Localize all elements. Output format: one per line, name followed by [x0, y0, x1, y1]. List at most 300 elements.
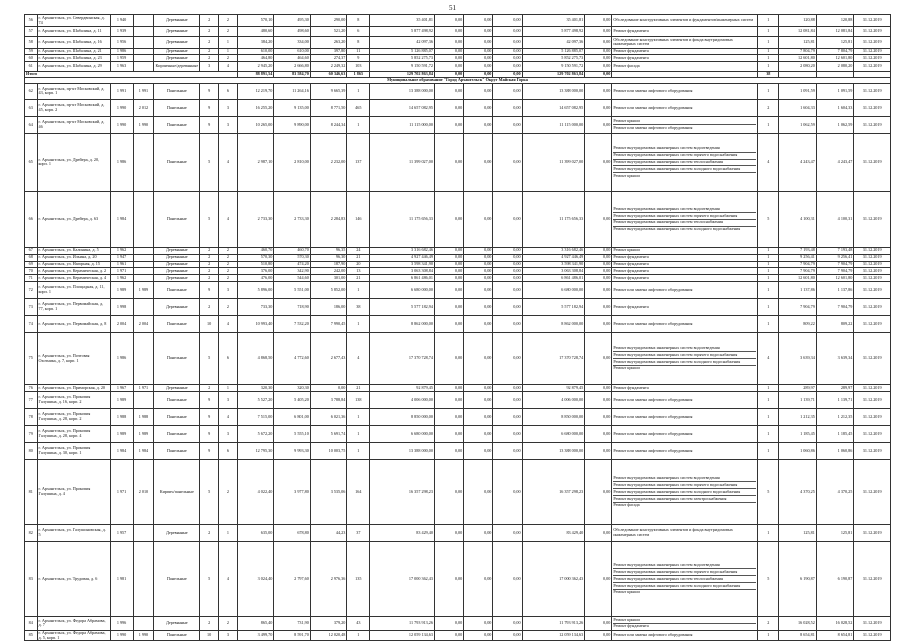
cell-entrances: 3 — [219, 426, 238, 443]
cell-year-built: 1 947 — [110, 254, 133, 261]
cell-other: 0,00 — [585, 261, 612, 268]
cell-deadline: 31.12.2019 — [854, 542, 891, 617]
cell-deadline: 31.12.2019 — [854, 83, 891, 99]
cell-deadline: 31.12.2019 — [854, 333, 891, 385]
cell-entrances: 2 — [219, 254, 238, 261]
cell-unit-cost: 4 370,25 — [779, 460, 817, 525]
cell-address: г. Архангельск, ул. Галушиновская, д. 5 — [37, 525, 110, 542]
cell-residential-area: 263,20 — [310, 37, 347, 49]
cell-count: 2 — [758, 99, 779, 116]
cell-total-area: 570,10 — [237, 15, 274, 27]
cell-other: 0,00 — [585, 83, 612, 99]
cell-residential-area: 0,00 — [310, 385, 347, 392]
work-item: Ремонт или замена лифтового оборудования — [613, 430, 693, 436]
work-item: Ремонт крыши — [613, 119, 756, 126]
work-item: Ремонт фасада — [613, 63, 640, 69]
cell-total-cost: 3 316 682,46 — [370, 247, 435, 254]
cell-fund-2: 0,00 — [464, 191, 493, 247]
cell-total-cost: 3 063 308,84 — [370, 268, 435, 275]
cell-row-number: 78 — [25, 409, 38, 426]
cell-unit-cost: 1 604,33 — [779, 99, 817, 116]
cell-deadline: 31.12.2019 — [854, 247, 891, 254]
cell-fund-2: 0,00 — [464, 275, 493, 282]
work-item: Ремонт внутридомовых инженерных систем холодного водоснабжения — [613, 226, 741, 232]
cell-fund-3: 0,00 — [493, 542, 522, 617]
cell-deadline: 31.12.2019 — [854, 617, 891, 631]
total-fund-2: 0,00 — [464, 72, 493, 78]
cell-row-number: 79 — [25, 426, 38, 443]
cell-premises-area: 2 797,60 — [274, 542, 311, 617]
total-label: Итого — [25, 72, 238, 78]
cell-max-cost: 7 904,79 — [816, 299, 854, 316]
cell-year-reconstructed: 1 991 — [133, 83, 154, 99]
cell-residents: 8 — [347, 37, 370, 49]
cell-floors: 5 — [200, 191, 219, 247]
cell-fund-1: 0,00 — [434, 542, 463, 617]
cell-wall-material: Панельные — [154, 542, 200, 617]
cell-year-reconstructed — [133, 48, 154, 55]
cell-count: 1 — [758, 299, 779, 316]
cell-row-number: 56 — [25, 15, 38, 27]
cell-deadline: 31.12.2019 — [854, 385, 891, 392]
work-item: Ремонт крыши — [613, 617, 756, 624]
cell-row-number: 70 — [25, 268, 38, 275]
cell-deadline: 31.12.2019 — [854, 62, 891, 72]
cell-fund-1: 0,00 — [434, 316, 463, 333]
cell-owners-funds: 17 370 728,74 — [522, 333, 585, 385]
cell-row-number: 75 — [25, 333, 38, 385]
cell-count: 1 — [758, 268, 779, 275]
cell-fund-3: 0,00 — [493, 116, 522, 133]
cell-count: 1 — [758, 282, 779, 299]
cell-wall-material: Деревянные — [154, 299, 200, 316]
cell-residential-area: 3 788,84 — [310, 392, 347, 409]
cell-fund-2: 0,00 — [464, 37, 493, 49]
cell-max-cost: 1 139,71 — [816, 392, 854, 409]
work-item: Ремонт внутридомовых инженерных систем горячего водоснабжения — [613, 352, 756, 359]
cell-unit-cost: 125,81 — [779, 37, 817, 49]
cell-count: 1 — [758, 385, 779, 392]
cell-other: 0,00 — [585, 392, 612, 409]
cell-floors: 9 — [200, 443, 219, 460]
cell-fund-2: 0,00 — [464, 55, 493, 62]
cell-max-cost: 1 062,59 — [816, 116, 854, 133]
cell-address: г. Архангельск, ул. Керамическая, д. 4 — [37, 275, 110, 282]
cell-residential-area: 44,23 — [310, 525, 347, 542]
cell-other: 0,00 — [585, 316, 612, 333]
cell-address: г. Архангельск, ул. Шабалина, д. 11 — [37, 27, 110, 37]
cell-address: г. Архангельск, ул. Севердвинская, д. 74 — [37, 15, 110, 27]
cell-fund-2: 0,00 — [464, 15, 493, 27]
cell-entrances: 4 — [219, 191, 238, 247]
cell-other: 0,00 — [585, 15, 612, 27]
cell-max-cost: 1 137,86 — [816, 282, 854, 299]
cell-entrances: 4 — [219, 542, 238, 617]
cell-floors: 9 — [200, 409, 219, 426]
cell-deadline: 31.12.2019 — [854, 99, 891, 116]
cell-total-area: 5 672,20 — [237, 426, 274, 443]
cell-entrances: 1 — [219, 525, 238, 542]
work-item: Ремонт фундамента — [613, 303, 649, 309]
cell-fund-3: 0,00 — [493, 385, 522, 392]
cell-owners-funds: 5 852 275,73 — [522, 55, 585, 62]
cell-count: 5 — [758, 542, 779, 617]
cell-entrances: 3 — [219, 116, 238, 133]
table-row — [25, 282, 891, 299]
cell-owners-funds: 11 399 027,00 — [522, 133, 585, 191]
cell-wall-material: Деревянные — [154, 261, 200, 268]
cell-premises-area: 8 591,70 — [274, 630, 311, 641]
cell-year-built: 1 940 — [110, 15, 133, 27]
cell-total-area: 610,00 — [237, 48, 274, 55]
cell-residential-area: 2 976,36 — [310, 542, 347, 617]
cell-max-cost: 4 243,47 — [816, 133, 854, 191]
cell-total-area: 10 265,00 — [237, 116, 274, 133]
cell-premises-area: 9 993,30 — [274, 443, 311, 460]
cell-year-reconstructed: 1 990 — [133, 630, 154, 641]
cell-row-number: 62 — [25, 83, 38, 99]
cell-unit-cost: 2 080,20 — [779, 62, 817, 72]
cell-premises-area: 718,90 — [274, 299, 311, 316]
cell-total-area: 16 255,20 — [237, 99, 274, 116]
cell-total-area: 3 499,70 — [237, 630, 274, 641]
cell-wall-material: Деревянные — [154, 247, 200, 254]
cell-address: г. Архангельск, ул. Первомайская, д. 77, корп. 1 — [37, 299, 110, 316]
cell-fund-2: 0,00 — [464, 62, 493, 72]
table-row — [25, 48, 891, 55]
cell-residential-area: 2 284,83 — [310, 191, 347, 247]
table-row — [25, 542, 891, 617]
cell-row-number: 80 — [25, 443, 38, 460]
cell-fund-1: 0,00 — [434, 333, 463, 385]
cell-row-number: 63 — [25, 99, 38, 116]
cell-fund-2: 0,00 — [464, 630, 493, 641]
cell-year-reconstructed: 1 984 — [133, 443, 154, 460]
cell-year-reconstructed — [133, 268, 154, 275]
cell-other: 0,00 — [585, 55, 612, 62]
cell-owners-funds: 35 401,81 — [522, 15, 585, 27]
work-item: Обследование конструктивных элементов и фонда внутридомовых инженерных систем — [613, 527, 733, 538]
cell-year-reconstructed — [133, 542, 154, 617]
cell-floors: 9 — [200, 83, 219, 99]
cell-premises-area: 460,70 — [274, 247, 311, 254]
cell-row-number: 65 — [25, 133, 38, 191]
cell-count: 1 — [758, 62, 779, 72]
cell-premises-area: 610,00 — [274, 48, 311, 55]
cell-works — [612, 316, 758, 333]
cell-address: г. Архангельск, ул. Керамическая, д. 2 — [37, 268, 110, 275]
cell-wall-material: Деревянные — [154, 254, 200, 261]
cell-residential-area: 5 691,74 — [310, 426, 347, 443]
cell-total-area: 10 993,40 — [237, 316, 274, 333]
cell-total-cost: 13 388 000,00 — [370, 443, 435, 460]
cell-owners-funds: 92 879,45 — [522, 385, 585, 392]
work-item: Ремонт или замена лифтового оборудования — [613, 632, 693, 638]
cell-floors: 2 — [200, 48, 219, 55]
work-item: Ремонт внутридомовых инженерных систем холодного водоснабжения — [613, 583, 756, 590]
cell-fund-2: 0,00 — [464, 525, 493, 542]
cell-residential-area: 96,35 — [310, 247, 347, 254]
cell-premises-area: 2 733,30 — [274, 191, 311, 247]
table-row — [25, 630, 891, 641]
cell-year-built: 1 989 — [110, 426, 133, 443]
cell-count: 1 — [758, 27, 779, 37]
cell-deadline: 31.12.2019 — [854, 27, 891, 37]
cell-fund-2: 0,00 — [464, 116, 493, 133]
cell-fund-2: 0,00 — [464, 83, 493, 99]
cell-unit-cost: 4 100,31 — [779, 191, 817, 247]
cell-year-built: 1 998 — [110, 299, 133, 316]
cell-year-reconstructed — [133, 275, 154, 282]
cell-fund-3: 0,00 — [493, 133, 522, 191]
cell-wall-material: Деревянные — [154, 37, 200, 49]
cell-row-number: 76 — [25, 385, 38, 392]
cell-deadline: 31.12.2019 — [854, 443, 891, 460]
cell-residential-area: 2 677,43 — [310, 333, 347, 385]
cell-fund-2: 0,00 — [464, 133, 493, 191]
cell-other: 0,00 — [585, 133, 612, 191]
cell-owners-funds: 17 000 362,43 — [522, 542, 585, 617]
cell-year-reconstructed: 2 012 — [133, 99, 154, 116]
cell-total-area: 5 896,00 — [237, 282, 274, 299]
work-item: Ремонт внутридомовых инженерных систем горячего водоснабжения — [613, 213, 756, 220]
cell-fund-2: 0,00 — [464, 48, 493, 55]
cell-floors: 2 — [200, 275, 219, 282]
cell-row-number: 77 — [25, 392, 38, 409]
cell-owners-funds: 42 097,36 — [522, 37, 585, 49]
work-item: Ремонт внутридомовых инженерных систем водоотведения — [613, 563, 756, 570]
cell-total-area: 635,00 — [237, 525, 274, 542]
work-item: Ремонт или замена лифтового оборудования — [613, 396, 693, 402]
cell-total-cost: 6 680 000,00 — [370, 282, 435, 299]
cell-premises-area: 9 890,00 — [274, 116, 311, 133]
cell-entrances: 2 — [219, 460, 238, 525]
cell-year-reconstructed — [133, 525, 154, 542]
cell-entrances: 3 — [219, 282, 238, 299]
cell-year-reconstructed — [133, 191, 154, 247]
cell-deadline: 31.12.2019 — [854, 191, 891, 247]
cell-count: 4 — [758, 333, 779, 385]
cell-works — [612, 48, 758, 55]
cell-fund-3: 0,00 — [493, 409, 522, 426]
cell-total-cost: 4 006 000,00 — [370, 392, 435, 409]
cell-fund-3: 0,00 — [493, 27, 522, 37]
cell-residents: 1 — [347, 116, 370, 133]
cell-max-cost: 4 100,31 — [816, 191, 854, 247]
cell-works — [612, 460, 758, 525]
cell-fund-2: 0,00 — [464, 460, 493, 525]
cell-premises-area: 731,90 — [274, 617, 311, 631]
cell-unit-cost: 4 243,47 — [779, 133, 817, 191]
cell-owners-funds: 5 577 182,94 — [522, 299, 585, 316]
cell-fund-3: 0,00 — [493, 268, 522, 275]
work-item: Обследование конструктивных элементов и фонда внутридомовых инженерных систем — [613, 36, 733, 47]
work-item: Ремонт внутридомовых инженерных систем горячего водоснабжения — [613, 482, 756, 489]
cell-row-number: 61 — [25, 62, 38, 72]
work-item: Ремонт внутридомовых инженерных систем холодного водоснабжения — [613, 489, 756, 496]
cell-other: 0,00 — [585, 99, 612, 116]
cell-owners-funds: 4 927 446,49 — [522, 254, 585, 261]
cell-year-reconstructed: 2 004 — [133, 316, 154, 333]
cell-fund-3: 0,00 — [493, 48, 522, 55]
cell-address: г. Архангельск, ул. Шабалина, д. 21 — [37, 48, 110, 55]
cell-residents: 103 — [347, 62, 370, 72]
cell-year-built: 1 962 — [110, 247, 133, 254]
cell-wall-material: Кирпич/панельные — [154, 460, 200, 525]
cell-owners-funds: 6 861 486,01 — [522, 275, 585, 282]
cell-total-area: 3 024,40 — [237, 542, 274, 617]
cell-address: г. Архангельск, ул. Прокопия Галушина, д. 28, корп. 2 — [37, 409, 110, 426]
cell-premises-area: 6 801,00 — [274, 409, 311, 426]
cell-fund-3: 0,00 — [493, 254, 522, 261]
cell-total-cost: 8 850 000,00 — [370, 409, 435, 426]
work-item: Ремонт фундамента — [613, 54, 649, 60]
cell-row-number: 59 — [25, 48, 38, 55]
cell-max-cost: 12 601,80 — [816, 275, 854, 282]
cell-row-number: 84 — [25, 617, 38, 631]
cell-address: г. Архангельск, пр-кт Московский, д. 45, корп. 2 — [37, 99, 110, 116]
cell-address: г. Архангельск, ул. Приморская, д. 20 — [37, 385, 110, 392]
cell-other: 0,00 — [585, 299, 612, 316]
work-item: Ремонт внутридомовых инженерных систем теплоснабжения — [613, 576, 756, 583]
cell-max-cost: 1 060,86 — [816, 443, 854, 460]
cell-total-cost: 11 115 000,00 — [370, 116, 435, 133]
cell-entrances: 4 — [219, 316, 238, 333]
cell-row-number: 67 — [25, 247, 38, 254]
cell-entrances: 1 — [219, 385, 238, 392]
cell-fund-1: 0,00 — [434, 385, 463, 392]
cell-year-built: 1 971 — [110, 268, 133, 275]
cell-residents: 9 — [347, 55, 370, 62]
table-row — [25, 247, 891, 254]
cell-count: 4 — [758, 133, 779, 191]
cell-fund-2: 0,00 — [464, 27, 493, 37]
cell-total-area: 384,20 — [237, 37, 274, 49]
cell-fund-2: 0,00 — [464, 392, 493, 409]
cell-fund-3: 0,00 — [493, 299, 522, 316]
table-body-top — [25, 15, 891, 72]
cell-total-area: 12 795,30 — [237, 443, 274, 460]
cell-count: 1 — [758, 316, 779, 333]
cell-other: 0,00 — [585, 48, 612, 55]
cell-other: 0,00 — [585, 525, 612, 542]
cell-count: 1 — [758, 247, 779, 254]
table-row — [25, 62, 891, 72]
cell-fund-3: 0,00 — [493, 426, 522, 443]
cell-count: 5 — [758, 191, 779, 247]
cell-year-built: 1 986 — [110, 133, 133, 191]
total-area: 88 891,54 — [237, 72, 274, 78]
total-residents: 1 865 — [347, 72, 370, 78]
cell-count: 1 — [758, 254, 779, 261]
cell-works — [612, 99, 758, 116]
cell-total-area: 2 987,10 — [237, 133, 274, 191]
work-item: Ремонт или замена лифтового оборудования — [613, 320, 693, 326]
cell-row-number: 64 — [25, 116, 38, 133]
cell-count: 2 — [758, 617, 779, 631]
cell-year-reconstructed — [133, 37, 154, 49]
cell-total-cost: 12 059 134,63 — [370, 630, 435, 641]
cell-residents: 1 — [347, 426, 370, 443]
cell-works — [612, 409, 758, 426]
cell-total-cost: 6 861 486,01 — [370, 275, 435, 282]
cell-premises-area: 9 135,00 — [274, 99, 311, 116]
cell-fund-1: 0,00 — [434, 15, 463, 27]
cell-max-cost: 6 190,87 — [816, 542, 854, 617]
cell-max-cost: 7 904,79 — [816, 261, 854, 268]
cell-address: г. Архангельск, ул. Ильина, д. 20 — [37, 254, 110, 261]
cell-address: г. Архангельск, ул. Прокопия Галушина, д. 4 — [37, 460, 110, 525]
cell-entrances: 6 — [219, 333, 238, 385]
cell-residents: 1 — [347, 630, 370, 641]
table-row — [25, 37, 891, 49]
cell-row-number: 58 — [25, 37, 38, 49]
cell-row-number: 68 — [25, 254, 38, 261]
cell-works — [612, 62, 758, 72]
cell-other: 0,00 — [585, 116, 612, 133]
total-owners-funds: 129 702 863,84 — [522, 72, 585, 78]
cell-residents: 465 — [347, 99, 370, 116]
cell-total-area: 865,40 — [237, 617, 274, 631]
total-fund-3: 0,00 — [493, 72, 522, 78]
cell-owners-funds: 3 316 682,46 — [522, 247, 585, 254]
total-cost: 129 702 863,84 — [370, 72, 435, 78]
cell-other: 0,00 — [585, 385, 612, 392]
cell-deadline: 31.12.2019 — [854, 630, 891, 641]
cell-owners-funds: 6 680 000,00 — [522, 426, 585, 443]
work-item: Ремонт внутридомовых инженерных систем водоотведения — [613, 345, 756, 352]
cell-entrances: 4 — [219, 409, 238, 426]
cell-owners-funds: 11 115 000,00 — [522, 116, 585, 133]
table-row — [25, 83, 891, 99]
cell-total-cost: 11 399 027,00 — [370, 133, 435, 191]
cell-residential-area: 274,37 — [310, 55, 347, 62]
cell-wall-material: Панельные — [154, 409, 200, 426]
cell-total-area: 5 527,20 — [237, 392, 274, 409]
cell-wall-material: Деревянные — [154, 55, 200, 62]
cell-premises-area: 342,90 — [274, 268, 311, 275]
cell-total-cost: 8 862 000,00 — [370, 316, 435, 333]
cell-unit-cost: 12 601,80 — [779, 275, 817, 282]
cell-wall-material: Панельные — [154, 116, 200, 133]
cell-total-cost: 42 097,36 — [370, 37, 435, 49]
cell-premises-area: 5 405,20 — [274, 392, 311, 409]
cell-works — [612, 542, 758, 617]
cell-total-cost: 5 577 182,94 — [370, 299, 435, 316]
cell-wall-material: Деревянные — [154, 617, 200, 631]
total-area-premises: 83 584,70 — [274, 72, 311, 78]
table-row — [25, 99, 891, 116]
cell-year-reconstructed — [133, 55, 154, 62]
cell-address: г. Архангельск, пр-кт Московский, д. 46 — [37, 116, 110, 133]
cell-residential-area: 5 852,00 — [310, 282, 347, 299]
cell-max-cost: 120,88 — [816, 15, 854, 27]
cell-total-cost: 5 126 885,07 — [370, 48, 435, 55]
cell-fund-2: 0,00 — [464, 409, 493, 426]
cell-works — [612, 282, 758, 299]
cell-year-reconstructed: 1 989 — [133, 426, 154, 443]
cell-year-built: 1 967 — [110, 385, 133, 392]
cell-deadline: 31.12.2019 — [854, 282, 891, 299]
cell-year-reconstructed — [133, 254, 154, 261]
cell-count: 1 — [758, 426, 779, 443]
cell-floors: 10 — [200, 630, 219, 641]
table-row — [25, 268, 891, 275]
cell-total-area: 12 219,70 — [237, 83, 274, 99]
cell-count: 1 — [758, 15, 779, 27]
cell-premises-area: 3 977,80 — [274, 460, 311, 525]
cell-owners-funds: 11 793 913,26 — [522, 617, 585, 631]
